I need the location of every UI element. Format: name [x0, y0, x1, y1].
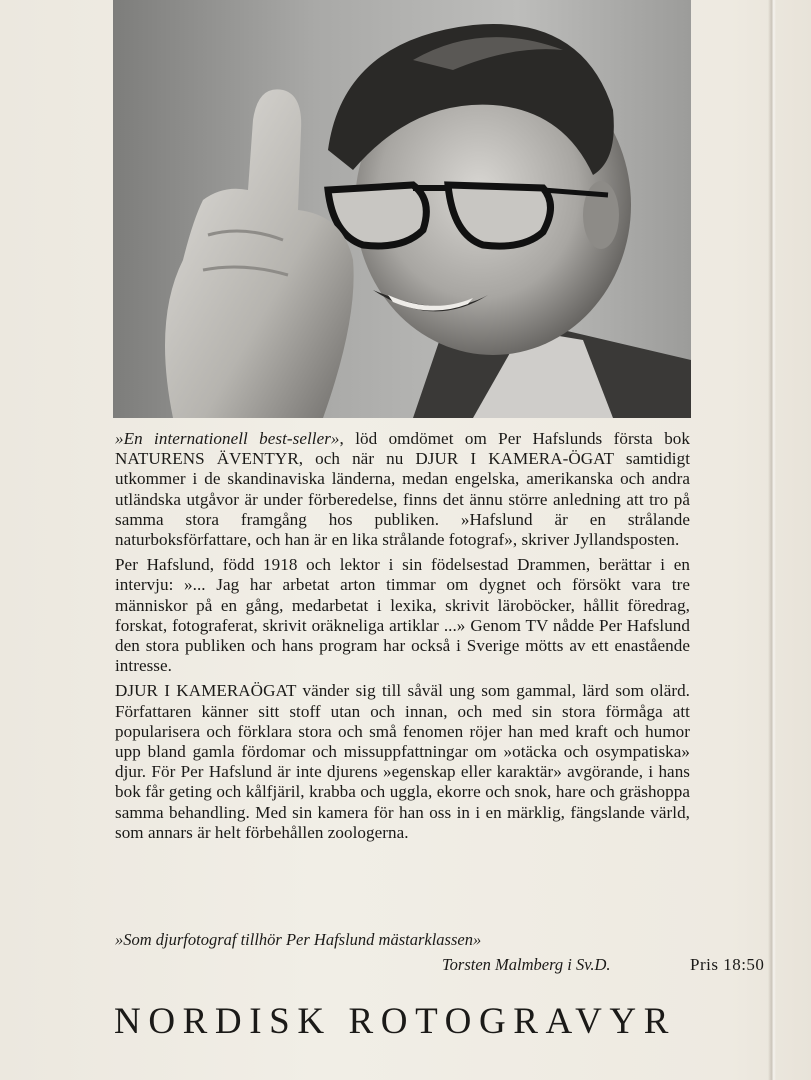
blurb-text [115, 429, 690, 848]
blurb-paragraph-2: Per Hafslund, född 1918 och lektor i sin födelsestad Drammen, berättar i en intervju: »... Jag har arbetat arton timmar om dygnet och försökt vara tre människor på en gång, medarbetat i lexika, skrivit läroböcker, hållit föredrag, forskat, fotograferat, skrivit oräkneliga artiklar ...» Genom TV nådde Per Hafslund den stora publiken och hans program har också i Sverige mötts av ett enastående intresse. [115, 555, 690, 676]
lead-quote: »En internationell best-seller» [115, 429, 340, 448]
review-attribution: Torsten Malmberg i Sv.D. [442, 955, 611, 974]
blurb-paragraph-1-rest: , löd omdömet om Per Hafslunds första bok NATURENS ÄVENTYR, och när nu DJUR I KAMERA-ÖGAT samtidigt utkommer i de skandinaviska länderna, medan engelska, amerikanska och andra utländska utgåvor är under förberedelse, finns det ännu större anledning att tro på samma stora framgång hos publiken. »Hafslund är en strålande naturboksförfattare, och han är en lika strålande fotograf», skriver Jyllandsposten. [115, 429, 690, 550]
review-quote: »Som djurfotograf tillhör Per Hafslund mästarklassen» [115, 930, 482, 949]
price-label: Pris 18:50 [690, 955, 765, 974]
blurb-paragraph-1 [115, 429, 690, 550]
spine-fold [768, 0, 776, 1080]
blurb-paragraph-3: DJUR I KAMERAÖGAT vänder sig till såväl ung som gammal, lärd som olärd. Författaren känner sitt stoff utan och innan, och med sin stora förmåga att popularisera och förklara stora och små fenomen röjer han med kraft och humor upp bland gamla fördomar och missuppfattningar om »otäcka och osympatiska» djur. För Per Hafslund är inte djurens »egenskap eller karaktär» avgörande, i hans bok får geting och kålfjäril, krabba och uggla, ekorre och snok, hare och gräshoppa samma behandling. Med sin kamera för han oss in i en märklig, fängslande värld, som annars är helt förbehållen zoologerna. [115, 681, 690, 842]
publisher-name: NORDISK ROTOGRAVYR [114, 1001, 677, 1042]
author-photo [113, 0, 691, 418]
